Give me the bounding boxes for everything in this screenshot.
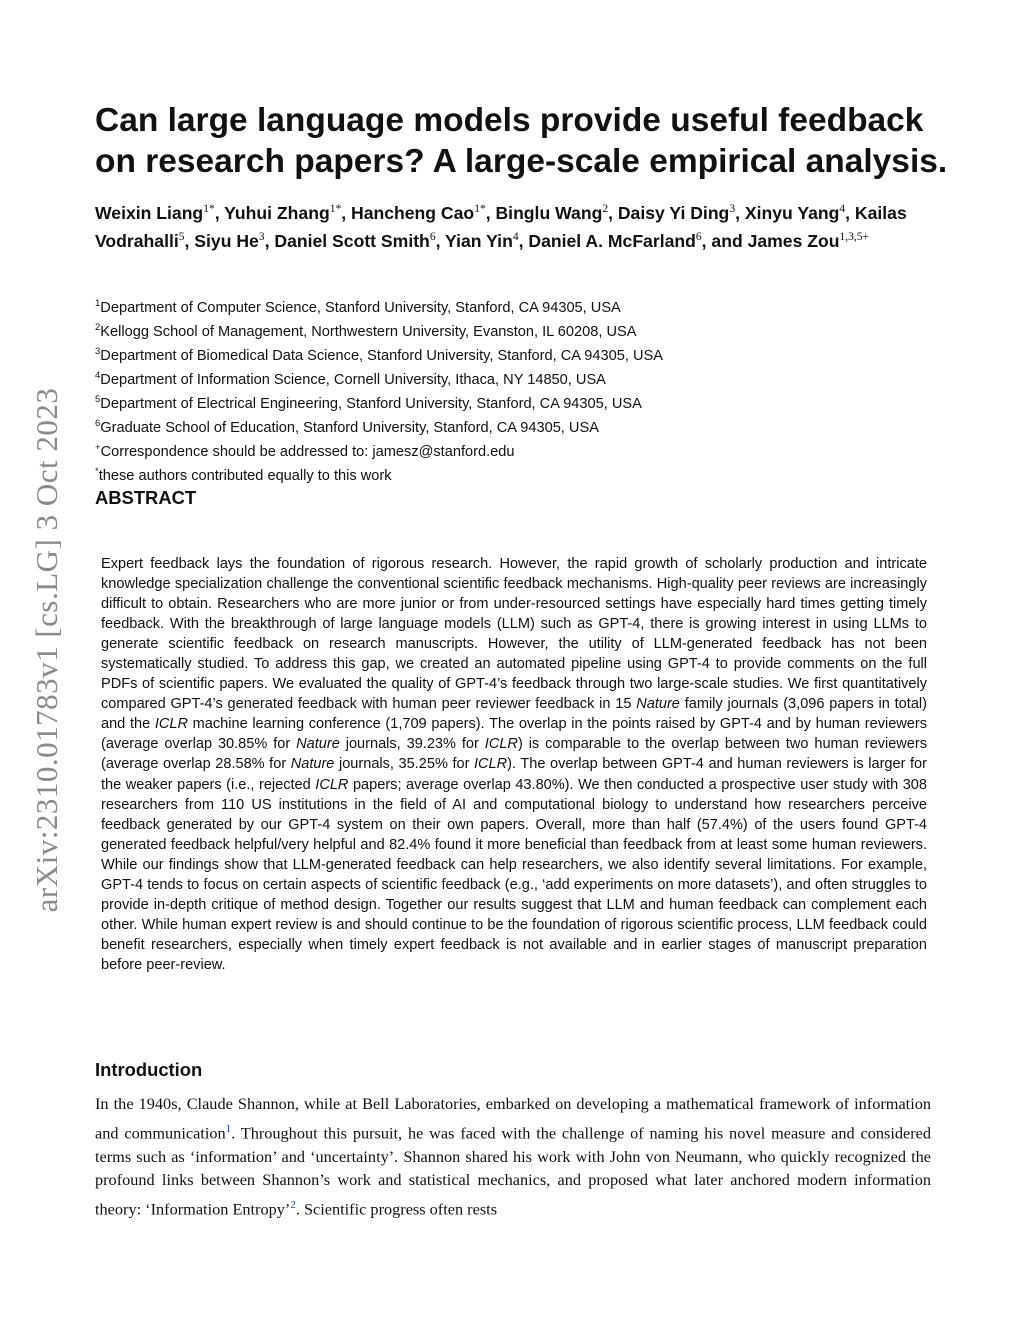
citation-link[interactable]: 2	[290, 1198, 296, 1211]
author: Daniel A. McFarland	[528, 231, 696, 252]
correspondence-note	[95, 438, 955, 462]
affiliation-mark: 3	[95, 345, 101, 357]
author-affiliation-mark: 2	[602, 203, 609, 215]
author: Daisy Yi Ding	[617, 202, 730, 223]
journal-name: Nature	[636, 696, 680, 713]
abstract-text: Expert feedback lays the foundation of rigorous research. However, the rapid growth of scholarly production and intricate knowledge specialization challenge the conventional scientific feedback mechanisms. High-quality peer reviews are increasingly difficult to obtain. Researchers who are more junior or from under-resourced settings have especially hard times getting timely feedback. With the breakthrough of large language models (LLM) such as GPT-4, there is growing interest in using LLMs to generate scientific feedback on research manuscripts. However, the utility of LLM-generated feedback has not been systematically studied. To address this gap, we created an automated pipeline using GPT-4 to provide comments on the full PDFs of scientific papers. We evaluated the quality of GPT-4’s feedback through two large-scale studies. We first quantitatively compared GPT-4’s generated feedback with human peer reviewer feedback in 15 Nature family journals (3,096 papers in total) and the ICLR machine learning conference (1,709 papers). The overlap in the points raised by GPT-4 and by human reviewers (average overlap 30.85% for Nature journals, 39.23% for ICLR) is comparable to the overlap between two human reviewers (average overlap 28.58% for Nature journals, 35.25% for ICLR). The overlap between GPT-4 and human reviewers is larger for the weaker papers (i.e., rejected ICLR papers; average overlap 43.80%). We then conducted a prospective user study with 308 researchers from 110 US institutions in the field of AI and computational biology to understand how researchers perceive feedback generated by our GPT-4 system on their own papers. Overall, more than half (57.4%) of the users found GPT-4 generated feedback helpful/very helpful and 82.4% found it more beneficial than feedback from at least some human reviewers. While our findings show that LLM-generated feedback can help researchers, we also identify several limitations. For example, GPT-4 tends to focus on certain aspects of scientific feedback (e.g., ‘add experiments on more datasets’), and often struggles to provide in-depth critique of method design. Together our results suggest that LLM and human feedback can complement each other. While human expert review is and should continue to be the foundation of rigorous scientific process, LLM feedback could benefit researchers, especially when timely expert feedback is not available and in earlier stages of manuscript preparation before peer-review.	[101, 556, 928, 973]
arxiv-identifier-stamp: arXiv:2310.01783v1 [cs.LG] 3 Oct 2023	[29, 387, 64, 913]
author-affiliation-mark: 1,3,5+	[839, 231, 869, 244]
abstract-heading: ABSTRACT	[95, 487, 197, 508]
affiliation-mark: 1	[95, 298, 101, 309]
conference-name: ICLR	[315, 776, 349, 793]
author-affiliation-mark: 3	[729, 203, 736, 215]
affiliation-mark: 2	[95, 321, 101, 333]
affiliation-mark: 5	[95, 393, 101, 405]
author-affiliation-mark: 5	[178, 231, 185, 244]
author-list: Weixin Liang$^{1*}$, Yuhui Zhang$^{1*}$, Hancheng Cao$^{1*}$, Binglu Wang$^2$, Daisy Yi Ding$^3$, Xinyu Yang$^4$, Kailas Vodrahalli$^5$, Siyu He$^3$, Daniel Scott Smith$^6$, Yian Yin$^4$, Daniel A. McFarland$^6$, and James Zou$^{1,3,5+}$	[95, 202, 907, 252]
affiliation: $^5$Department of Electrical Engineering, Stanford University, Stanford, CA 94305, USA	[95, 393, 642, 412]
journal-name: Nature	[296, 736, 340, 753]
author-affiliation-mark: 1*	[329, 203, 342, 215]
author-affiliation-mark: 3	[258, 231, 265, 244]
author: Siyu He	[194, 231, 259, 252]
author-affiliation-mark: 6	[695, 231, 702, 244]
author-affiliation-mark: 1*	[474, 203, 486, 215]
author-affiliation-mark: 4	[512, 231, 519, 244]
affiliation: $^2$Kellogg School of Management, Northwestern University, Evanston, IL 60208, USA	[95, 321, 637, 340]
conference-name: ICLR	[154, 716, 188, 733]
conference-name: ICLR	[484, 736, 518, 753]
equal-contribution-note: *these authors contributed equally to this work	[95, 465, 392, 484]
author-affiliation-mark: 1*	[203, 203, 215, 215]
author: Yuhui Zhang	[224, 202, 330, 223]
affiliation-list	[95, 294, 955, 486]
citation-link[interactable]: 1	[225, 1122, 232, 1135]
author: Weixin Liang	[95, 202, 204, 223]
conference-name: ICLR	[474, 756, 508, 773]
affiliation-mark: *	[95, 465, 99, 477]
affiliation: $^6$Graduate School of Education, Stanford University, Stanford, CA 94305, USA	[95, 417, 599, 436]
author: Xinyu Yang	[744, 202, 840, 223]
journal-name: Nature	[290, 756, 335, 773]
affiliation: $^4$Department of Information Science, Cornell University, Ithaca, NY 14850, USA	[95, 369, 606, 388]
affiliation-mark: 4	[95, 369, 101, 381]
author-affiliation-mark: 6	[429, 231, 436, 244]
introduction-heading: Introduction	[95, 1059, 203, 1080]
paper-title: Can large language models provide useful feedback on research papers? A large-scale empirical analysis.	[95, 102, 948, 180]
affiliation: $^1$Department of Computer Science, Stanford University, Stanford, CA 94305, USA	[95, 298, 621, 316]
author: Daniel Scott Smith	[274, 231, 430, 252]
author: James Zou	[747, 231, 840, 252]
author-affiliation-mark: 4	[839, 203, 846, 215]
author: Binglu Wang	[495, 202, 603, 223]
author: Hancheng Cao	[351, 202, 475, 223]
affiliation-mark: 6	[95, 417, 101, 429]
author: Kailas Vodrahalli	[95, 202, 907, 252]
correspondence-email[interactable]: Correspondence should be addressed to: jamesz@stanford.edu	[100, 443, 515, 460]
author: Yian Yin	[445, 231, 513, 252]
affiliation-mark: +	[95, 441, 101, 453]
introduction-text: In the 1940s, Claude Shannon, while at Bell Laboratories, embarked on developing a mathematical framework of information and communication$^1$. Throughout this pursuit, he was faced with the challenge of naming his novel measure and considered terms such as ‘information’ and ‘uncertainty’. Shannon shared his work with John von Neumann, who quickly recognized the profound links between Shannon’s work and statistical mechanics, and proposed what later anchored modern information theory: ‘Information Entropy’$^2$. Scientific progress often rests	[95, 1094, 932, 1219]
affiliation: $^3$Department of Biomedical Data Science, Stanford University, Stanford, CA 94305, USA	[95, 345, 663, 364]
